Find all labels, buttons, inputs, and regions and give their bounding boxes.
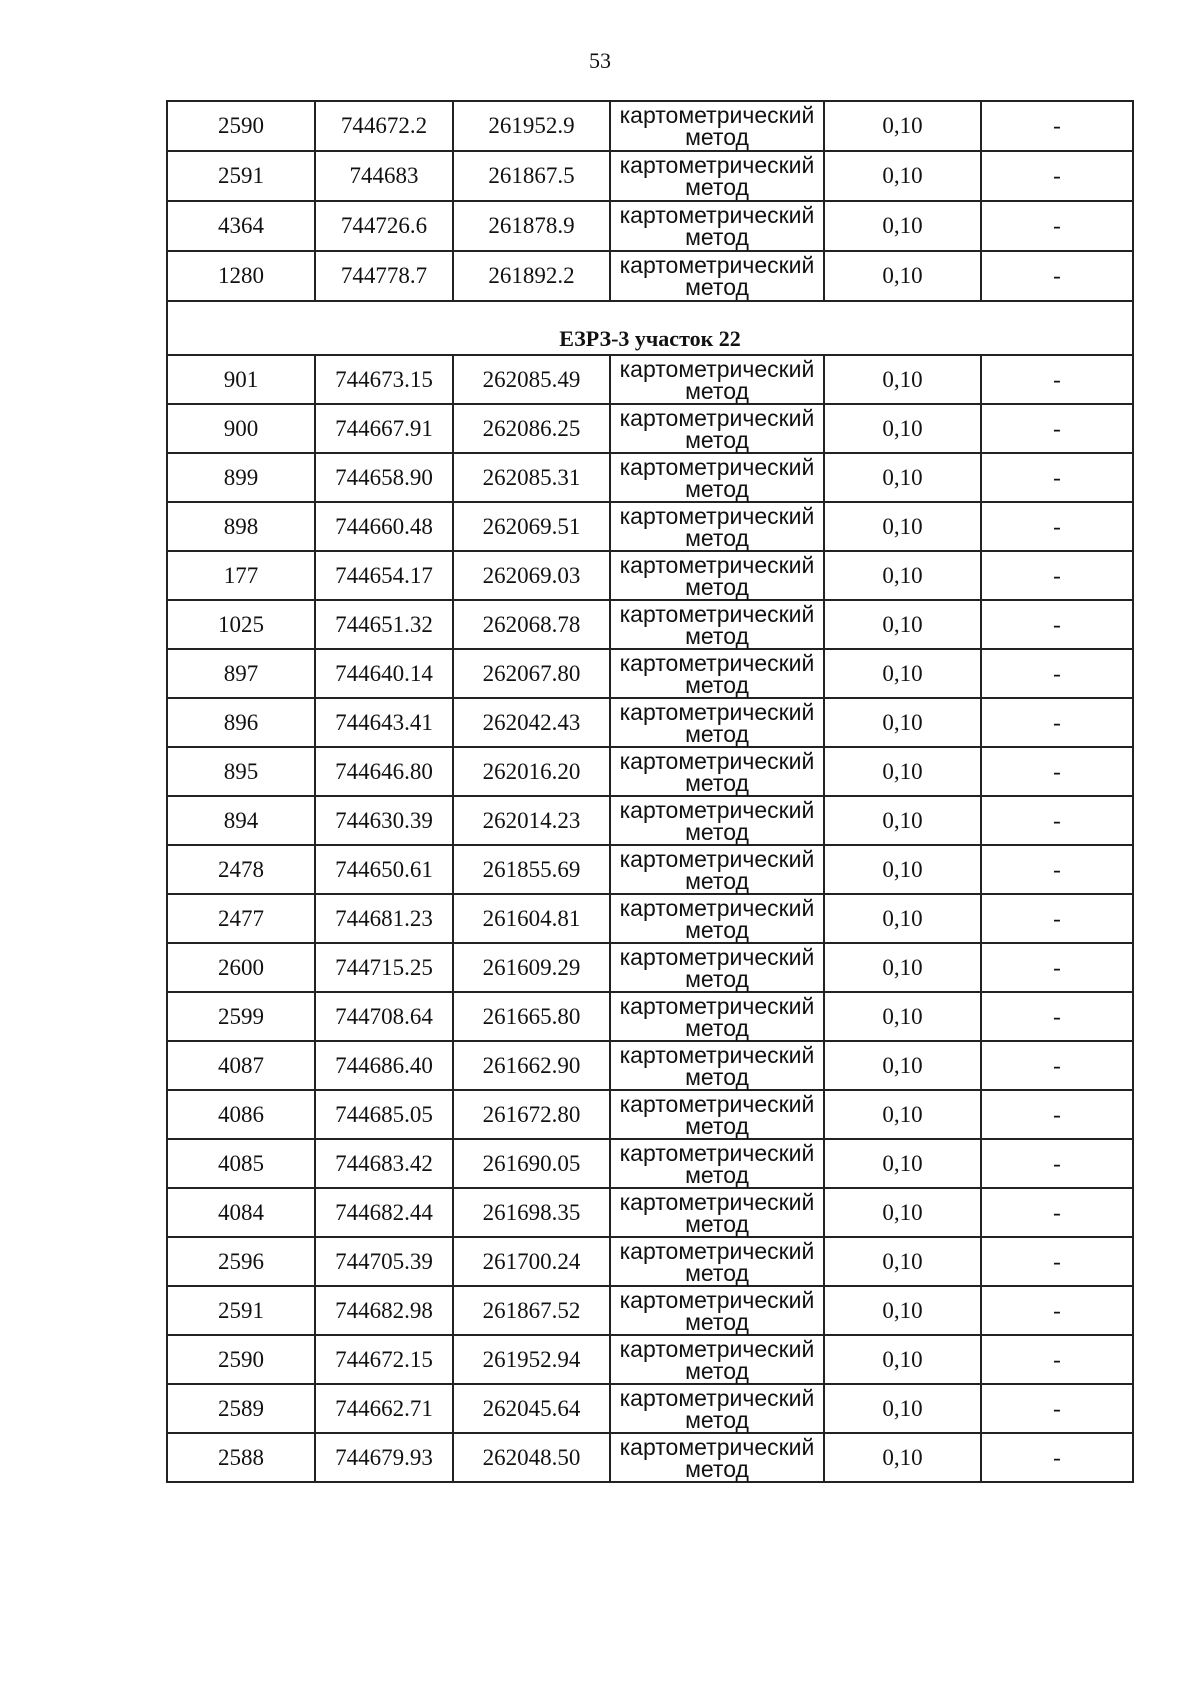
note-cell: - (981, 1090, 1133, 1139)
method-cell (610, 992, 824, 1041)
x-coordinate-cell: 744672.15 (315, 1335, 453, 1384)
accuracy-cell: 0,10 (824, 551, 981, 600)
point-number-cell: 2590 (167, 101, 315, 151)
table-row (167, 747, 1133, 796)
note-cell: - (981, 747, 1133, 796)
table-row (167, 1139, 1133, 1188)
x-coordinate-cell: 744778.7 (315, 251, 453, 301)
table-row (167, 1237, 1133, 1286)
table-row (167, 453, 1133, 502)
method-line-2: метод (685, 720, 749, 747)
y-coordinate-cell: 261662.90 (453, 1041, 610, 1090)
method-line-1: картометрический (619, 1188, 815, 1215)
method-cell (610, 1041, 824, 1090)
method-cell (610, 251, 824, 301)
note-cell: - (981, 649, 1133, 698)
method-line-1: картометрический (619, 1384, 815, 1411)
x-coordinate-cell: 744630.39 (315, 796, 453, 845)
note-cell: - (981, 101, 1133, 151)
point-number-cell: 2477 (167, 894, 315, 943)
note-cell: - (981, 404, 1133, 453)
method-line-2: метод (685, 475, 749, 502)
section-title: ЕЗРЗ-3 участок 22 (167, 301, 1133, 355)
note-cell: - (981, 992, 1133, 1041)
accuracy-cell: 0,10 (824, 1139, 981, 1188)
accuracy-cell: 0,10 (824, 943, 981, 992)
table-row (167, 1433, 1133, 1482)
x-coordinate-cell: 744658.90 (315, 453, 453, 502)
method-line-1: картометрический (619, 698, 815, 725)
method-line-2: метод (685, 1063, 749, 1090)
accuracy-cell: 0,10 (824, 1335, 981, 1384)
note-cell: - (981, 251, 1133, 301)
x-coordinate-cell: 744646.80 (315, 747, 453, 796)
note-cell: - (981, 551, 1133, 600)
table-row (167, 551, 1133, 600)
accuracy-cell: 0,10 (824, 101, 981, 151)
note-cell: - (981, 1237, 1133, 1286)
method-cell (610, 101, 824, 151)
y-coordinate-cell: 261604.81 (453, 894, 610, 943)
point-number-cell: 898 (167, 502, 315, 551)
x-coordinate-cell: 744682.44 (315, 1188, 453, 1237)
y-coordinate-cell: 262016.20 (453, 747, 610, 796)
note-cell: - (981, 1139, 1133, 1188)
method-line-2: метод (685, 1357, 749, 1384)
method-line-2: метод (685, 1014, 749, 1041)
note-cell: - (981, 1335, 1133, 1384)
method-line-2: метод (685, 818, 749, 845)
accuracy-cell: 0,10 (824, 600, 981, 649)
method-line-2: метод (685, 573, 749, 600)
y-coordinate-cell: 262014.23 (453, 796, 610, 845)
x-coordinate-cell: 744683 (315, 151, 453, 201)
table-row (167, 1188, 1133, 1237)
y-coordinate-cell: 261867.5 (453, 151, 610, 201)
table-row (167, 1384, 1133, 1433)
x-coordinate-cell: 744673.15 (315, 355, 453, 404)
y-coordinate-cell: 261855.69 (453, 845, 610, 894)
accuracy-cell: 0,10 (824, 453, 981, 502)
table-row (167, 1335, 1133, 1384)
method-line-1: картометрический (619, 747, 815, 774)
point-number-cell: 897 (167, 649, 315, 698)
table-row (167, 101, 1133, 151)
method-cell (610, 747, 824, 796)
y-coordinate-cell: 262086.25 (453, 404, 610, 453)
table-row (167, 1286, 1133, 1335)
x-coordinate-cell: 744650.61 (315, 845, 453, 894)
y-coordinate-cell: 261867.52 (453, 1286, 610, 1335)
method-line-2: метод (685, 965, 749, 992)
y-coordinate-cell: 262085.31 (453, 453, 610, 502)
method-cell (610, 201, 824, 251)
note-cell: - (981, 355, 1133, 404)
method-line-2: метод (685, 174, 749, 200)
y-coordinate-cell: 261690.05 (453, 1139, 610, 1188)
method-line-1: картометрический (619, 1090, 815, 1117)
method-cell (610, 845, 824, 894)
method-line-2: метод (685, 671, 749, 698)
accuracy-cell: 0,10 (824, 796, 981, 845)
method-cell (610, 502, 824, 551)
point-number-cell: 177 (167, 551, 315, 600)
method-line-2: метод (685, 274, 749, 300)
method-cell (610, 698, 824, 747)
x-coordinate-cell: 744640.14 (315, 649, 453, 698)
table-row (167, 251, 1133, 301)
method-line-1: картометрический (619, 252, 815, 278)
point-number-cell: 900 (167, 404, 315, 453)
x-coordinate-cell: 744682.98 (315, 1286, 453, 1335)
accuracy-cell: 0,10 (824, 404, 981, 453)
y-coordinate-cell: 262045.64 (453, 1384, 610, 1433)
table-row (167, 796, 1133, 845)
method-line-1: картометрический (619, 355, 815, 382)
accuracy-cell: 0,10 (824, 1041, 981, 1090)
point-number-cell: 1280 (167, 251, 315, 301)
method-line-1: картометрический (619, 796, 815, 823)
y-coordinate-cell: 261609.29 (453, 943, 610, 992)
method-cell (610, 551, 824, 600)
method-line-1: картометрический (619, 992, 815, 1019)
method-line-2: метод (685, 916, 749, 943)
accuracy-cell: 0,10 (824, 845, 981, 894)
method-line-2: метод (685, 1210, 749, 1237)
method-cell (610, 796, 824, 845)
point-number-cell: 1025 (167, 600, 315, 649)
y-coordinate-cell: 261672.80 (453, 1090, 610, 1139)
method-cell (610, 453, 824, 502)
y-coordinate-cell: 261700.24 (453, 1237, 610, 1286)
x-coordinate-cell: 744679.93 (315, 1433, 453, 1482)
x-coordinate-cell: 744705.39 (315, 1237, 453, 1286)
point-number-cell: 895 (167, 747, 315, 796)
x-coordinate-cell: 744683.42 (315, 1139, 453, 1188)
x-coordinate-cell: 744708.64 (315, 992, 453, 1041)
table-row (167, 698, 1133, 747)
accuracy-cell: 0,10 (824, 747, 981, 796)
table-row (167, 943, 1133, 992)
method-line-1: картометрический (619, 1433, 815, 1460)
method-cell (610, 404, 824, 453)
y-coordinate-cell: 261698.35 (453, 1188, 610, 1237)
method-cell (610, 151, 824, 201)
method-line-1: картометрический (619, 845, 815, 872)
y-coordinate-cell: 261665.80 (453, 992, 610, 1041)
table-row (167, 502, 1133, 551)
point-number-cell: 2590 (167, 1335, 315, 1384)
accuracy-cell: 0,10 (824, 894, 981, 943)
x-coordinate-cell: 744651.32 (315, 600, 453, 649)
accuracy-cell: 0,10 (824, 502, 981, 551)
accuracy-cell: 0,10 (824, 1286, 981, 1335)
method-line-2: метод (685, 867, 749, 894)
method-cell (610, 1090, 824, 1139)
note-cell: - (981, 1188, 1133, 1237)
method-cell (610, 1237, 824, 1286)
accuracy-cell: 0,10 (824, 1090, 981, 1139)
accuracy-cell: 0,10 (824, 1237, 981, 1286)
accuracy-cell: 0,10 (824, 251, 981, 301)
method-line-2: метод (685, 524, 749, 551)
method-cell (610, 649, 824, 698)
accuracy-cell: 0,10 (824, 201, 981, 251)
method-line-1: картометрический (619, 152, 815, 178)
method-line-2: метод (685, 224, 749, 250)
method-line-2: метод (685, 1455, 749, 1482)
method-line-1: картометрический (619, 649, 815, 676)
method-cell (610, 1139, 824, 1188)
x-coordinate-cell: 744686.40 (315, 1041, 453, 1090)
note-cell: - (981, 453, 1133, 502)
method-line-2: метод (685, 622, 749, 649)
point-number-cell: 2588 (167, 1433, 315, 1482)
method-line-1: картометрический (619, 1335, 815, 1362)
point-number-cell: 901 (167, 355, 315, 404)
method-cell (610, 943, 824, 992)
x-coordinate-cell: 744643.41 (315, 698, 453, 747)
table-row (167, 355, 1133, 404)
method-cell (610, 355, 824, 404)
accuracy-cell: 0,10 (824, 992, 981, 1041)
x-coordinate-cell: 744726.6 (315, 201, 453, 251)
x-coordinate-cell: 744660.48 (315, 502, 453, 551)
x-coordinate-cell: 744685.05 (315, 1090, 453, 1139)
point-number-cell: 4086 (167, 1090, 315, 1139)
point-number-cell: 2591 (167, 151, 315, 201)
method-cell (610, 1433, 824, 1482)
note-cell: - (981, 1384, 1133, 1433)
method-cell (610, 1286, 824, 1335)
table-row (167, 404, 1133, 453)
method-line-1: картометрический (619, 551, 815, 578)
table-row (167, 649, 1133, 698)
accuracy-cell: 0,10 (824, 698, 981, 747)
x-coordinate-cell: 744681.23 (315, 894, 453, 943)
point-number-cell: 2600 (167, 943, 315, 992)
method-line-2: метод (685, 769, 749, 796)
coordinates-table-body (167, 101, 1133, 1482)
note-cell: - (981, 600, 1133, 649)
note-cell: - (981, 1286, 1133, 1335)
y-coordinate-cell: 262048.50 (453, 1433, 610, 1482)
x-coordinate-cell: 744672.2 (315, 101, 453, 151)
method-line-1: картометрический (619, 1237, 815, 1264)
method-line-1: картометрический (619, 1139, 815, 1166)
x-coordinate-cell: 744654.17 (315, 551, 453, 600)
method-line-1: картометрический (619, 1041, 815, 1068)
method-line-1: картометрический (619, 600, 815, 627)
method-line-1: картометрический (619, 1286, 815, 1313)
method-line-1: картометрический (619, 453, 815, 480)
table-row (167, 1041, 1133, 1090)
method-line-2: метод (685, 377, 749, 404)
point-number-cell: 4084 (167, 1188, 315, 1237)
method-line-2: метод (685, 1161, 749, 1188)
table-row (167, 600, 1133, 649)
table-row (167, 201, 1133, 251)
method-line-1: картометрический (619, 404, 815, 431)
y-coordinate-cell: 262042.43 (453, 698, 610, 747)
method-cell (610, 1188, 824, 1237)
table-row (167, 992, 1133, 1041)
point-number-cell: 4364 (167, 201, 315, 251)
y-coordinate-cell: 262085.49 (453, 355, 610, 404)
accuracy-cell: 0,10 (824, 151, 981, 201)
accuracy-cell: 0,10 (824, 1384, 981, 1433)
point-number-cell: 2599 (167, 992, 315, 1041)
method-cell (610, 894, 824, 943)
method-line-1: картометрический (619, 943, 815, 970)
y-coordinate-cell: 261878.9 (453, 201, 610, 251)
method-line-2: метод (685, 1406, 749, 1433)
note-cell: - (981, 698, 1133, 747)
page-number: 53 (589, 48, 611, 73)
note-cell: - (981, 151, 1133, 201)
table-row (167, 894, 1133, 943)
accuracy-cell: 0,10 (824, 649, 981, 698)
y-coordinate-cell: 262069.03 (453, 551, 610, 600)
method-line-1: картометрический (619, 202, 815, 228)
method-line-1: картометрический (619, 102, 815, 128)
y-coordinate-cell: 262068.78 (453, 600, 610, 649)
note-cell: - (981, 894, 1133, 943)
y-coordinate-cell: 262067.80 (453, 649, 610, 698)
note-cell: - (981, 845, 1133, 894)
method-line-2: метод (685, 1259, 749, 1286)
method-line-1: картометрический (619, 502, 815, 529)
point-number-cell: 896 (167, 698, 315, 747)
y-coordinate-cell: 262069.51 (453, 502, 610, 551)
section-header-row (167, 301, 1133, 355)
point-number-cell: 2591 (167, 1286, 315, 1335)
accuracy-cell: 0,10 (824, 1188, 981, 1237)
note-cell: - (981, 502, 1133, 551)
method-cell (610, 1335, 824, 1384)
point-number-cell: 899 (167, 453, 315, 502)
accuracy-cell: 0,10 (824, 1433, 981, 1482)
table-row (167, 151, 1133, 201)
y-coordinate-cell: 261892.2 (453, 251, 610, 301)
table-row (167, 845, 1133, 894)
point-number-cell: 2478 (167, 845, 315, 894)
accuracy-cell: 0,10 (824, 355, 981, 404)
note-cell: - (981, 1041, 1133, 1090)
method-line-2: метод (685, 1308, 749, 1335)
coordinates-table (166, 100, 1134, 1483)
y-coordinate-cell: 261952.9 (453, 101, 610, 151)
note-cell: - (981, 796, 1133, 845)
y-coordinate-cell: 261952.94 (453, 1335, 610, 1384)
method-line-1: картометрический (619, 894, 815, 921)
method-line-2: метод (685, 124, 749, 150)
note-cell: - (981, 201, 1133, 251)
method-cell (610, 600, 824, 649)
point-number-cell: 2589 (167, 1384, 315, 1433)
point-number-cell: 4085 (167, 1139, 315, 1188)
point-number-cell: 2596 (167, 1237, 315, 1286)
x-coordinate-cell: 744662.71 (315, 1384, 453, 1433)
method-line-2: метод (685, 1112, 749, 1139)
table-row (167, 1090, 1133, 1139)
note-cell: - (981, 943, 1133, 992)
point-number-cell: 894 (167, 796, 315, 845)
x-coordinate-cell: 744715.25 (315, 943, 453, 992)
method-line-2: метод (685, 426, 749, 453)
note-cell: - (981, 1433, 1133, 1482)
point-number-cell: 4087 (167, 1041, 315, 1090)
method-cell (610, 1384, 824, 1433)
x-coordinate-cell: 744667.91 (315, 404, 453, 453)
